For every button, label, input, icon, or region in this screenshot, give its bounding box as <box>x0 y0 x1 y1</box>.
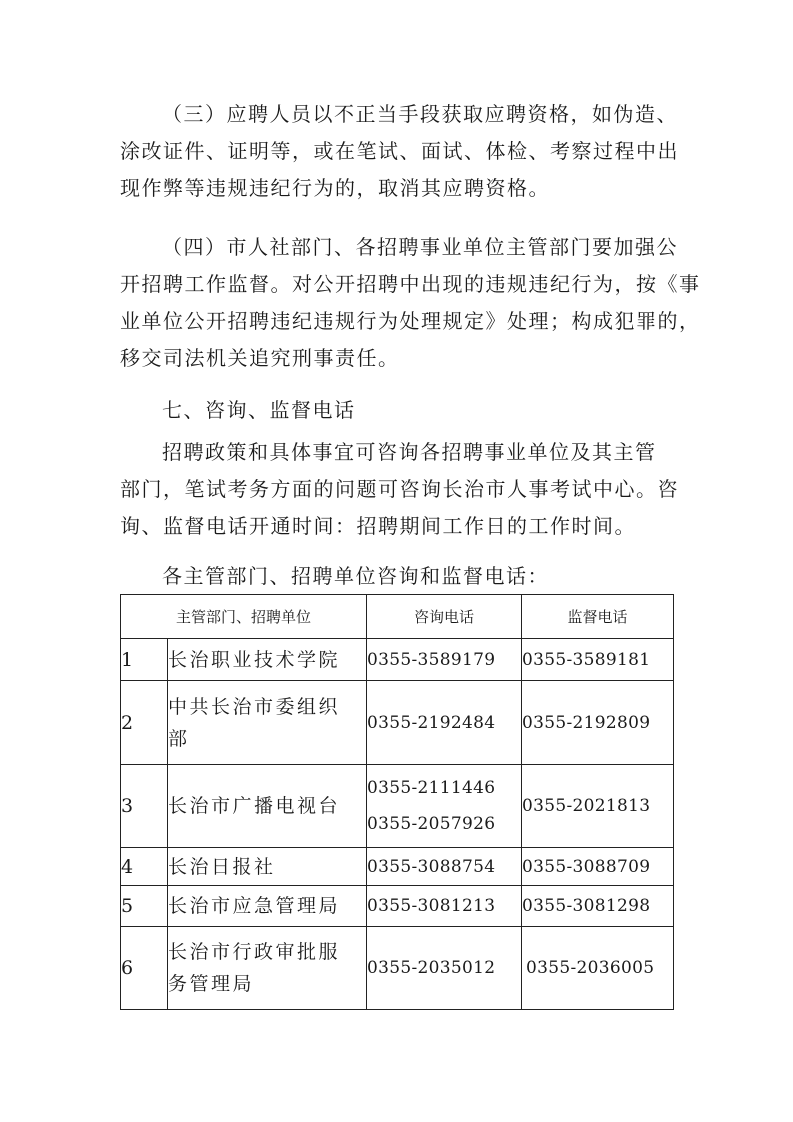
supervise-phone: 0355-2192809 <box>522 681 674 765</box>
paragraph-line: 涂改证件、证明等，或在笔试、面试、体检、考察过程中出 <box>120 139 679 163</box>
unit-name-line: 长治日报社 <box>168 855 276 878</box>
consult-phone-line: 0355-2192484 <box>367 712 496 733</box>
table-row <box>121 639 674 681</box>
header-consult: 咨询电话 <box>367 595 522 639</box>
paragraph-line: 部门，笔试考务方面的问题可咨询长治市人事考试中心。咨 <box>120 477 679 501</box>
unit-name <box>168 765 367 848</box>
consult-phone-line: 0355-3081213 <box>367 896 496 916</box>
consult-phone-line: 0355-3088754 <box>367 856 496 877</box>
consult-phone <box>367 927 522 1010</box>
section-heading-7 <box>120 392 676 429</box>
table-intro <box>120 558 676 595</box>
header-supervise: 监督电话 <box>522 595 674 639</box>
table-row <box>121 927 674 1010</box>
consult-phone-line: 0355-2057926 <box>367 814 496 834</box>
table-row <box>121 681 674 765</box>
contact-table <box>120 594 674 1010</box>
unit-name <box>168 886 367 927</box>
unit-name-line: 务管理局 <box>168 973 255 995</box>
table-intro-text: 各主管部门、招聘单位咨询和监督电话： <box>162 564 549 588</box>
paragraph-line: 询、监督电话开通时间：招聘期间工作日的工作时间。 <box>120 514 636 538</box>
table-row <box>121 886 674 927</box>
table-row <box>121 848 674 886</box>
unit-name-line: 部 <box>168 727 190 750</box>
unit-name-line: 长治市应急管理局 <box>168 895 341 917</box>
consult-phone <box>367 848 522 886</box>
unit-name <box>168 639 367 681</box>
paragraph-line: （四）市人社部门、各招聘事业单位主管部门要加强公 <box>162 235 678 259</box>
paragraph-line: 开招聘工作监督。对公开招聘中出现的违规违纪行为，按《事 <box>120 272 701 296</box>
unit-name <box>168 927 367 1010</box>
section-heading-text: 七、咨询、监督电话 <box>162 398 356 422</box>
paragraph-line: 业单位公开招聘违纪违规行为处理规定》处理；构成犯罪的， <box>120 309 701 333</box>
consult-phone <box>367 681 522 765</box>
consult-phone-line: 0355-2111446 <box>367 778 496 798</box>
paragraph-7 <box>120 434 679 545</box>
paragraph-line: （三）应聘人员以不正当手段获取应聘资格，如伪造、 <box>162 102 678 126</box>
row-number: 1 <box>121 639 168 681</box>
paragraph-4 <box>120 229 701 377</box>
supervise-phone: 0355-3088709 <box>522 848 674 886</box>
paragraph-line: 移交司法机关追究刑事责任。 <box>120 346 400 370</box>
unit-name <box>168 681 367 765</box>
table-row <box>121 765 674 848</box>
supervise-phone: 0355-3589181 <box>522 639 674 681</box>
paragraph-line: 招聘政策和具体事宜可咨询各招聘事业单位及其主管 <box>162 440 657 464</box>
row-number: 4 <box>121 848 168 886</box>
row-number: 5 <box>121 886 168 927</box>
consult-phone <box>367 639 522 681</box>
unit-name <box>168 848 367 886</box>
consult-phone-line: 0355-3589179 <box>367 649 496 670</box>
paragraph-3 <box>120 96 679 207</box>
unit-name-line: 中共长治市委组织 <box>168 695 341 718</box>
header-unit: 主管部门、招聘单位 <box>121 595 367 639</box>
supervise-phone: 0355-2021813 <box>522 765 674 848</box>
supervise-phone: 0355-3081298 <box>522 886 674 927</box>
paragraph-line: 现作弊等违规违纪行为的，取消其应聘资格。 <box>120 176 550 200</box>
consult-phone-line: 0355-2035012 <box>367 958 496 978</box>
unit-name-line: 长治市广播电视台 <box>168 795 341 817</box>
unit-name-line: 长治职业技术学院 <box>168 648 341 671</box>
row-number: 2 <box>121 681 168 765</box>
row-number: 3 <box>121 765 168 848</box>
table-header-row <box>121 595 674 639</box>
supervise-phone: 0355-2036005 <box>522 927 674 1010</box>
unit-name-line: 长治市行政审批服 <box>168 941 341 963</box>
row-number: 6 <box>121 927 168 1010</box>
consult-phone <box>367 886 522 927</box>
consult-phone <box>367 765 522 848</box>
